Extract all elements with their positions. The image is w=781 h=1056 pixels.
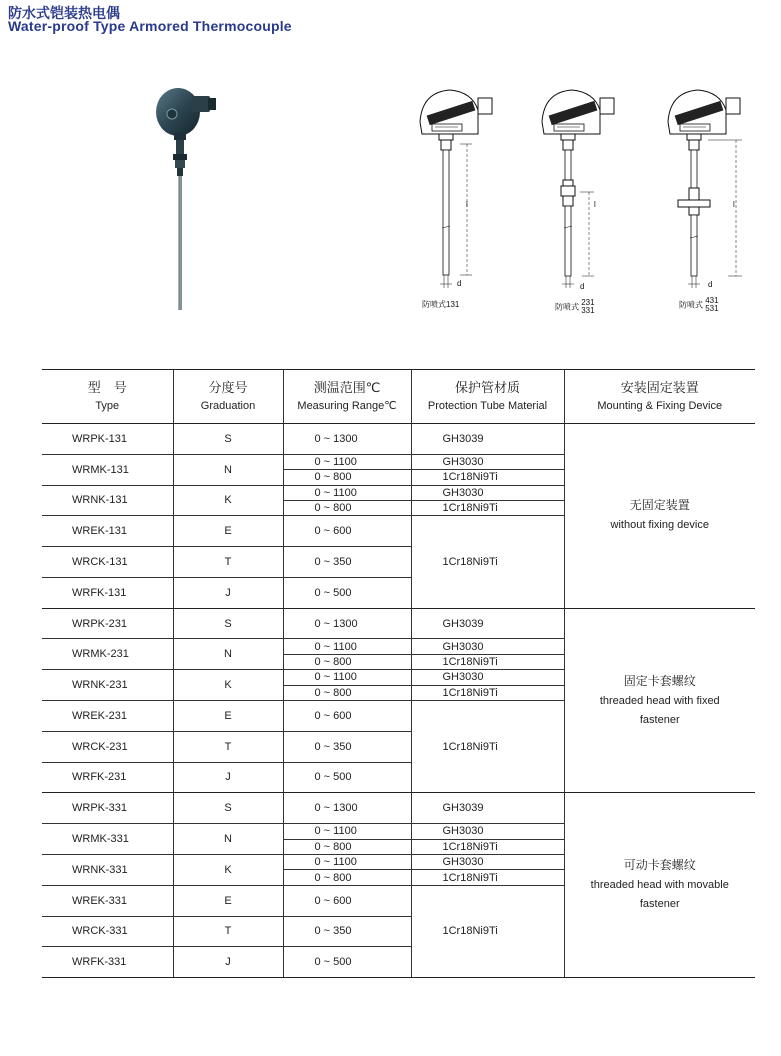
range-cell: 0 ~ 600	[283, 516, 411, 547]
page-title-cn: 防水式铠装热电偶	[8, 5, 120, 21]
type-cell: WREK-131	[42, 516, 173, 547]
graduation-cell: J	[173, 762, 283, 793]
dim-l-131: l	[466, 200, 468, 209]
caption-131-num: 131	[446, 300, 460, 309]
material-cell: GH3030	[411, 670, 564, 685]
material-cell: 1Cr18Ni9Ti	[411, 516, 564, 608]
type-cell: WRFK-331	[42, 947, 173, 978]
spec-table	[42, 369, 755, 978]
graduation-cell: N	[173, 639, 283, 670]
graduation-cell: T	[173, 547, 283, 578]
type-cell: WRMK-131	[42, 454, 173, 485]
material-cell: 1Cr18Ni9Ti	[411, 654, 564, 669]
range-cell: 0 ~ 800	[283, 839, 411, 854]
graduation-cell: K	[173, 670, 283, 701]
range-cell: 0 ~ 600	[283, 701, 411, 732]
type-cell: WRCK-331	[42, 916, 173, 947]
type-cell: WRPK-131	[42, 424, 173, 455]
caption-131-label: 防喷式	[422, 300, 446, 309]
material-cell: GH3030	[411, 485, 564, 500]
range-cell: 0 ~ 500	[283, 577, 411, 608]
mounting-cell: 固定卡套螺纹 threaded head with fixed fastener	[564, 608, 755, 793]
range-cell: 0 ~ 350	[283, 731, 411, 762]
type-cell: WREK-231	[42, 701, 173, 732]
table-header-row	[42, 370, 755, 424]
material-cell: 1Cr18Ni9Ti	[411, 470, 564, 485]
range-cell: 0 ~ 500	[283, 947, 411, 978]
material-cell: 1Cr18Ni9Ti	[411, 500, 564, 515]
header-graduation: 分度号 Graduation	[173, 370, 283, 424]
graduation-cell: E	[173, 701, 283, 732]
range-cell: 0 ~ 1100	[283, 639, 411, 654]
graduation-cell: K	[173, 854, 283, 885]
table-row	[42, 424, 755, 439]
graduation-cell: S	[173, 424, 283, 455]
graduation-cell: N	[173, 454, 283, 485]
material-cell: GH3030	[411, 824, 564, 839]
range-cell: 0 ~ 1100	[283, 824, 411, 839]
caption-431-num2: 531	[705, 304, 719, 313]
caption-231	[555, 299, 595, 315]
type-cell: WRPK-331	[42, 793, 173, 824]
range-cell: 0 ~ 1300	[283, 424, 411, 455]
drawing-431	[648, 78, 758, 318]
table-row	[42, 793, 755, 808]
graduation-cell: J	[173, 947, 283, 978]
material-cell: GH3030	[411, 854, 564, 869]
material-cell: GH3030	[411, 454, 564, 469]
type-cell: WRMK-331	[42, 824, 173, 855]
dim-d-231: d	[580, 282, 585, 291]
thermocouple-photo	[148, 78, 228, 318]
header-type: 型 号 Type	[42, 370, 173, 424]
range-cell: 0 ~ 1100	[283, 485, 411, 500]
type-cell: WRCK-231	[42, 731, 173, 762]
material-cell: 1Cr18Ni9Ti	[411, 839, 564, 854]
graduation-cell: E	[173, 516, 283, 547]
graduation-cell: S	[173, 608, 283, 639]
range-cell: 0 ~ 600	[283, 885, 411, 916]
header-mounting: 安装固定装置 Mounting & Fixing Device	[564, 370, 755, 424]
range-cell: 0 ~ 350	[283, 547, 411, 578]
mounting-cell: 可动卡套螺纹 threaded head with movable fastener	[564, 793, 755, 978]
range-cell: 0 ~ 800	[283, 870, 411, 885]
caption-231-num2: 331	[581, 306, 595, 315]
type-cell: WRPK-231	[42, 608, 173, 639]
dim-l-231: l	[594, 200, 596, 209]
graduation-cell: J	[173, 577, 283, 608]
drawing-131	[400, 78, 510, 318]
caption-231-label: 防喷式	[555, 302, 579, 312]
type-cell: WRNK-131	[42, 485, 173, 516]
material-cell: 1Cr18Ni9Ti	[411, 870, 564, 885]
graduation-cell: T	[173, 731, 283, 762]
range-cell: 0 ~ 1100	[283, 670, 411, 685]
type-cell: WREK-331	[42, 885, 173, 916]
range-cell: 0 ~ 1100	[283, 454, 411, 469]
type-cell: WRFK-131	[42, 577, 173, 608]
caption-231-num1: 231	[581, 298, 595, 307]
range-cell: 0 ~ 500	[283, 762, 411, 793]
material-cell: GH3030	[411, 639, 564, 654]
caption-431-num1: 431	[705, 296, 719, 305]
type-cell: WRFK-231	[42, 762, 173, 793]
page-title-en: Water-proof Type Armored Thermocouple	[8, 18, 292, 34]
range-cell: 0 ~ 800	[283, 685, 411, 700]
graduation-cell: N	[173, 824, 283, 855]
range-cell: 0 ~ 1300	[283, 608, 411, 639]
dim-d-431: d	[708, 280, 713, 289]
range-cell: 0 ~ 1100	[283, 854, 411, 869]
type-cell: WRMK-231	[42, 639, 173, 670]
type-cell: WRNK-231	[42, 670, 173, 701]
range-cell: 0 ~ 1300	[283, 793, 411, 824]
material-cell: GH3039	[411, 793, 564, 824]
material-cell: 1Cr18Ni9Ti	[411, 885, 564, 977]
material-cell: 1Cr18Ni9Ti	[411, 701, 564, 793]
graduation-cell: T	[173, 916, 283, 947]
mounting-cell: 无固定装置 without fixing device	[564, 424, 755, 609]
type-cell: WRCK-131	[42, 547, 173, 578]
caption-431-label: 防喷式	[679, 300, 703, 310]
material-cell: 1Cr18Ni9Ti	[411, 685, 564, 700]
range-cell: 0 ~ 800	[283, 500, 411, 515]
table-row	[42, 608, 755, 623]
table-body	[42, 424, 755, 978]
drawing-231	[522, 78, 632, 318]
dim-l-431: l	[733, 200, 735, 209]
caption-131	[422, 300, 459, 309]
graduation-cell: K	[173, 485, 283, 516]
caption-431	[679, 297, 719, 313]
range-cell: 0 ~ 800	[283, 470, 411, 485]
graduation-cell: E	[173, 885, 283, 916]
graduation-cell: S	[173, 793, 283, 824]
header-material: 保护管材质 Protection Tube Material	[411, 370, 564, 424]
range-cell: 0 ~ 350	[283, 916, 411, 947]
material-cell: GH3039	[411, 608, 564, 639]
header-range: 测温范围℃ Measuring Range℃	[283, 370, 411, 424]
dim-d-131: d	[457, 279, 462, 288]
type-cell: WRNK-331	[42, 854, 173, 885]
material-cell: GH3039	[411, 424, 564, 455]
range-cell: 0 ~ 800	[283, 654, 411, 669]
